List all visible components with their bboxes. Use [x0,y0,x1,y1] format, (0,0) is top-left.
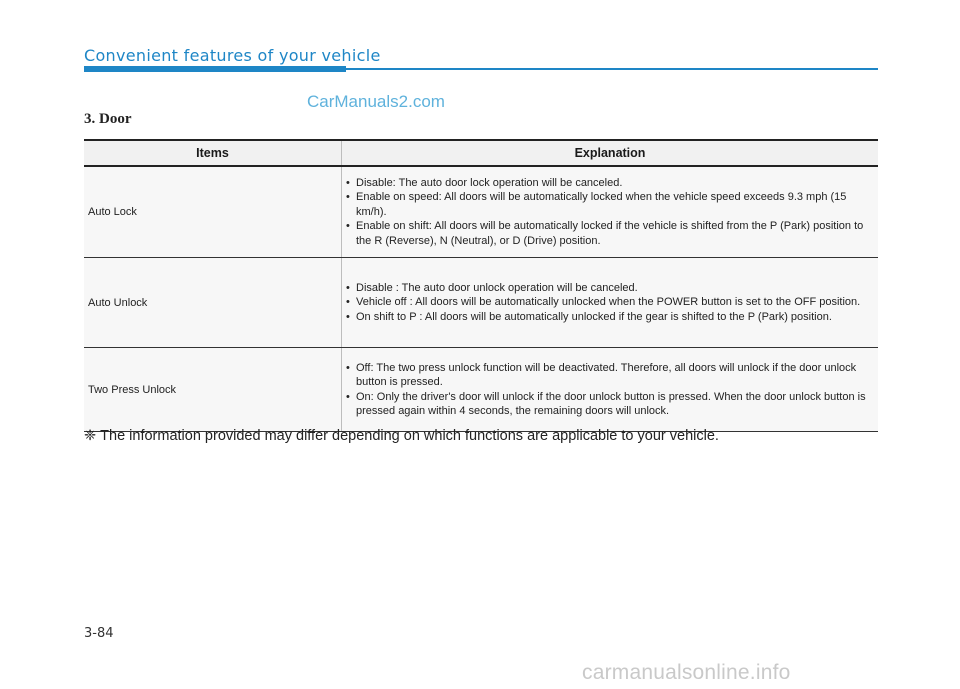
bullet-text: On shift to P : All doors will be automatically unlocked if the gear is shifted to the P (Park) position. [356,310,832,323]
footnote [84,428,719,444]
bullet-item [346,190,870,219]
bullet-item [346,176,870,191]
column-header-items: Items [84,140,342,166]
watermark-carmanualsonline: carmanualsonline.info [582,661,791,684]
item-explanation [342,258,879,348]
bullet-dot: • [346,361,350,374]
bullet-text: Disable : The auto door unlock operation will be canceled. [356,281,638,294]
bullet-text: Disable: The auto door lock operation will be canceled. [356,176,623,189]
bullet-text: Enable on shift: All doors will be automatically locked if the vehicle is shifted from the P (Park) position to the R (Reverse), N (Neutral), or D (Drive) position. [356,220,864,247]
watermark-carmanuals2: CarManuals2.com [307,92,445,111]
item-explanation [342,348,879,432]
table-header-row [84,140,878,166]
bullet-dot: • [346,281,350,294]
bullet-dot: • [346,390,350,403]
bullet-dot: • [346,220,350,233]
bullet-dot: • [346,296,350,309]
page-number: 3-84 [84,626,114,641]
bullet-item [346,219,870,248]
bullet-list [346,281,870,325]
header-rule-thick [84,66,346,72]
bullet-dot: • [346,176,350,189]
bullet-item [346,281,870,296]
bullet-item [346,310,870,325]
bullet-item [346,390,870,419]
bullet-text: Vehicle off : All doors will be automatically unlocked when the POWER button is set to the OFF position. [356,296,861,309]
note-mark-icon: ❈ [84,428,97,444]
bullet-list [346,176,870,249]
table-row [84,258,878,348]
features-table [84,139,878,432]
bullet-dot: • [346,310,350,323]
column-header-explanation: Explanation [342,140,879,166]
running-header-title: Convenient features of your vehicle [84,46,381,65]
item-name: Auto Unlock [84,258,342,348]
bullet-text: Off: The two press unlock function will be deactivated. Therefore, all doors will unlock if the door unlock button is pressed. [356,361,857,388]
table-row [84,348,878,432]
bullet-item [346,295,870,310]
table-row [84,166,878,258]
header-rule-thin [346,68,878,70]
item-name: Auto Lock [84,166,342,258]
bullet-list [346,361,870,419]
section-title: 3. Door [84,111,132,127]
item-name: Two Press Unlock [84,348,342,432]
footnote-text: The information provided may differ depending on which functions are applicable to your vehicle. [100,428,719,444]
bullet-text: On: Only the driver's door will unlock if the door unlock button is pressed. When the door unlock button is pressed again within 4 seconds, the remaining doors will unlock. [356,390,866,417]
bullet-item [346,361,870,390]
bullet-dot: • [346,191,350,204]
item-explanation [342,166,879,258]
bullet-text: Enable on speed: All doors will be automatically locked when the vehicle speed exceeds 9.3 mph (15 km/h). [356,191,847,218]
